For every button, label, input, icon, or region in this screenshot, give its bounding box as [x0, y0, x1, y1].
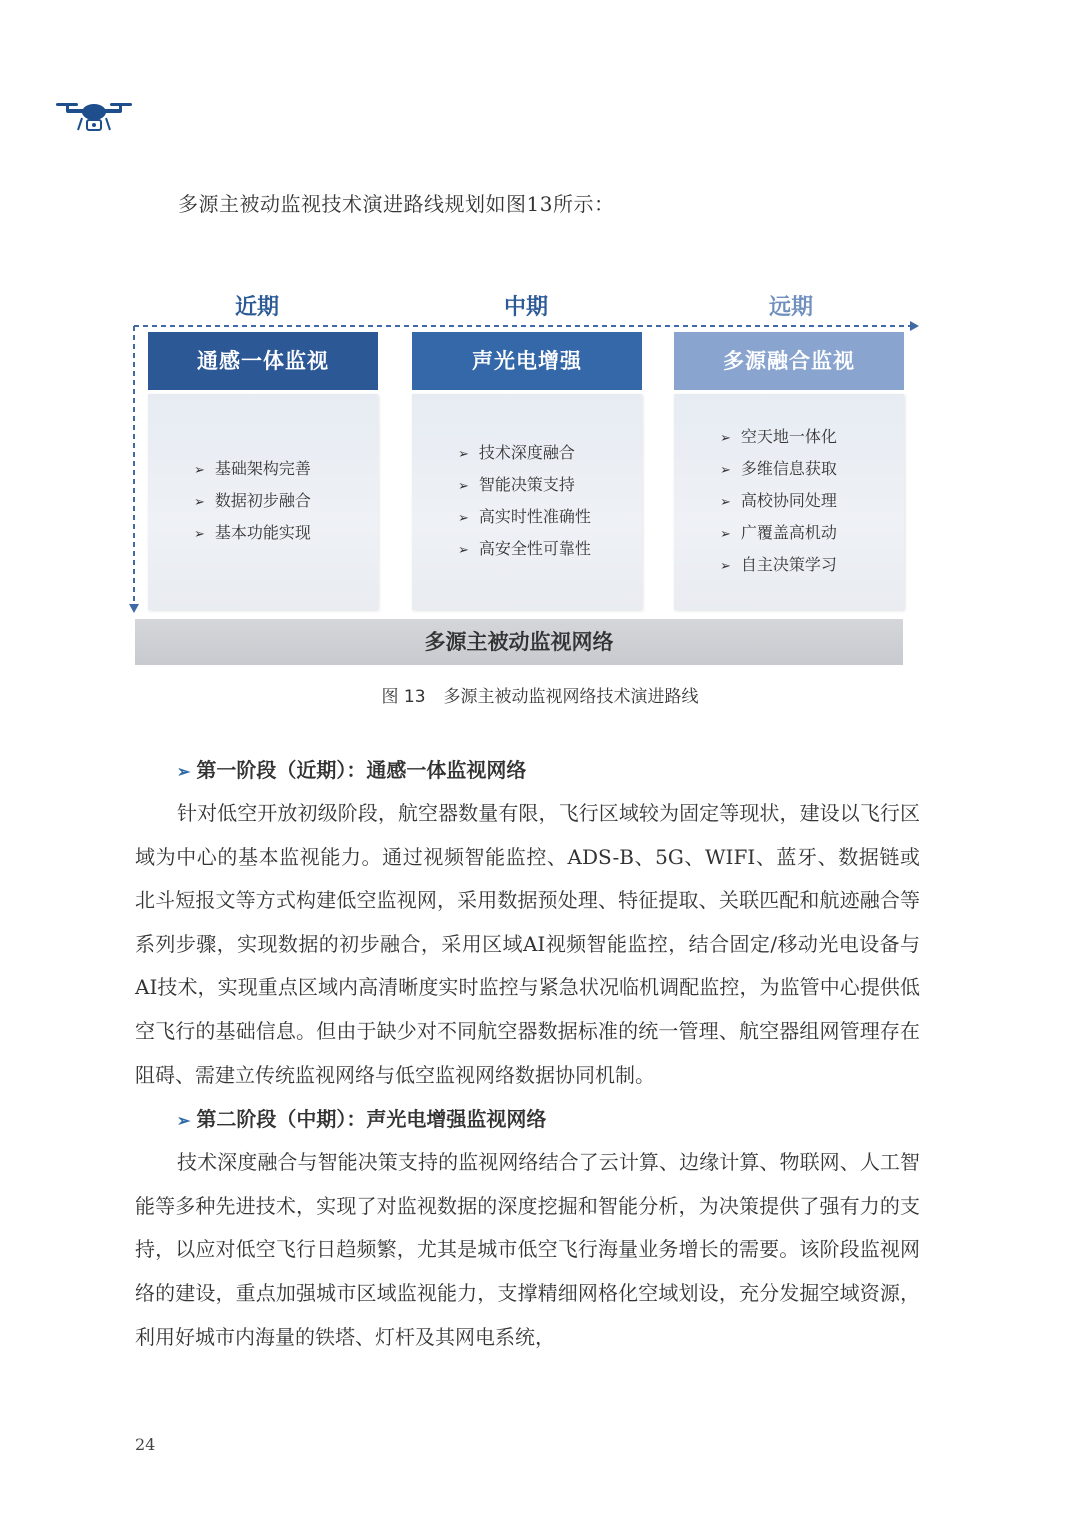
phase-label-far: 远期 [768, 295, 813, 320]
section-paragraph: 技术深度融合与智能决策支持的监视网络结合了云计算、边缘计算、物联网、人工智能等多种先进技术，实现了对监视数据的深度挖掘和智能分析，为决策提供了强有力的支持，以应对低空飞行日趋频繁，尤其是城市低空飞行海量业务增长的需要。该阶段监视网络的建设，重点加强城市区域监视能力，支撑精细网格化空域划设，充分发掘空域资源，利用好城市内海量的铁塔、灯杆及其网电系统， [135, 1150, 920, 1349]
phase-card-near [148, 332, 378, 610]
section-heading: ➢ 第二阶段（中期）：声光电增强监视网络 [177, 1107, 547, 1132]
section-heading: ➢ 第一阶段（近期）：通感一体监视网络 [177, 758, 527, 782]
phase-items [412, 394, 642, 610]
caption-number: 图 13 [381, 687, 426, 707]
phase-card-mid [412, 332, 642, 610]
phase-label-mid: 中期 [503, 295, 548, 320]
list-item: ➢ 高安全性可靠性 [458, 539, 591, 558]
phase-title: 声光电增强 [412, 332, 642, 390]
list-item: ➢ 自主决策学习 [720, 555, 837, 574]
list-item: ➢ 智能决策支持 [458, 475, 575, 494]
list-item: ➢ 技术深度融合 [458, 443, 575, 462]
list-item: ➢ 空天地一体化 [720, 427, 837, 446]
intro-text: 多源主被动监视技术演进路线规划如图13所示： [178, 192, 615, 216]
page-number: 24 [135, 1435, 156, 1454]
roadmap-figure [128, 288, 920, 678]
triangle-bullet-icon: ➢ [177, 762, 191, 781]
body-text [135, 748, 920, 1359]
phase-items [674, 394, 904, 610]
list-item: ➢ 基本功能实现 [194, 523, 311, 542]
drone-icon [54, 100, 134, 134]
triangle-bullet-icon: ➢ [177, 1111, 191, 1131]
list-item: ➢ 多维信息获取 [720, 459, 837, 478]
list-item: ➢ 广覆盖高机动 [720, 523, 837, 542]
caption-title: 多源主被动监视网络技术演进路线 [443, 687, 699, 707]
figure-caption [0, 682, 1080, 707]
phase-card-far [674, 332, 904, 610]
phase-title: 多源融合监视 [674, 332, 904, 390]
list-item: ➢ 高实时性准确性 [458, 507, 591, 526]
phase-items [148, 394, 378, 610]
phase-title: 通感一体监视 [148, 332, 378, 390]
list-item: ➢ 数据初步融合 [194, 491, 311, 510]
phase-label-near: 近期 [234, 295, 279, 320]
base-network-bar: 多源主被动监视网络 [135, 619, 903, 665]
list-item: ➢ 基础架构完善 [194, 459, 311, 478]
list-item: ➢ 高校协同处理 [720, 491, 837, 510]
section-paragraph: 针对低空开放初级阶段，航空器数量有限，飞行区域较为固定等现状，建设以飞行区域为中心的基本监视能力。通过视频智能监控、ADS-B、5G、WIFI、蓝牙、数据链或北斗短报文等方式构建低空监视网，采用数据预处理、特征提取、关联匹配和航迹融合等系列步骤，实现数据的初步融合，采用区域AI视频智能监控，结合固定/移动光电设备与AI技术，实现重点区域内高清晰度实时监控与紧急状况临机调配监控，为监管中心提供低空飞行的基础信息。但由于缺少对不同航空器数据标准的统一管理、航空器组网管理存在阻碍、需建立传统监视网络与低空监视网络数据协同机制。 [135, 801, 920, 1087]
